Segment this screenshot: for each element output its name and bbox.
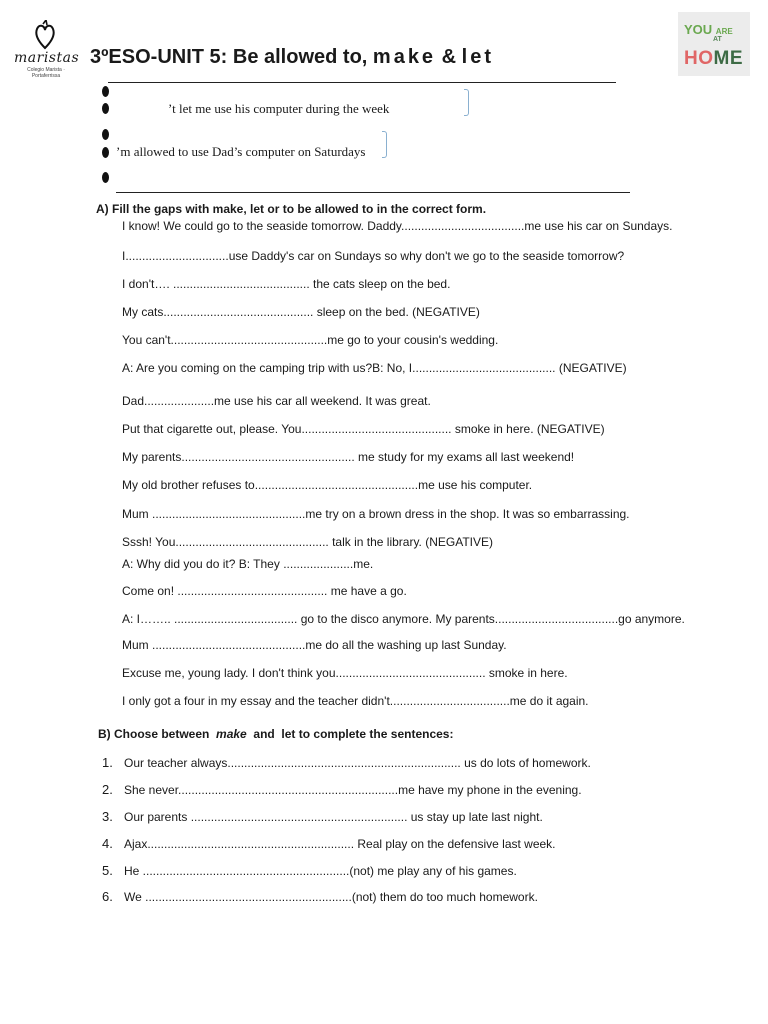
maristas-logo [14, 20, 78, 78]
exercise-a-item: I don't…. ......................................... the cats sleep on the bed. [122, 277, 451, 291]
exercise-a-item: Dad.....................me use his car all weekend. It was great. [122, 394, 431, 408]
exercise-a-item: A: Are you coming on the camping trip with us?B: No, I........................................... (NEGATIVE) [122, 361, 627, 375]
exercise-b-item: Our parents ................................................................. us stay up late last night. [124, 810, 543, 824]
exercise-a-item: I...............................use Daddy's car on Sundays so why don't we go to the seaside tomorrow? [122, 249, 625, 263]
example-sentence: ’t let me use his computer during the week [168, 101, 390, 116]
page-title [90, 46, 494, 69]
logo-home-me: ME [713, 48, 744, 69]
exercise-b-item: He ..............................................................(not) me play any of his games. [124, 864, 517, 878]
item-number: 6. [102, 889, 113, 904]
exercise-a-item: Mum ..............................................me do all the washing up last Sunday. [122, 638, 507, 652]
title-amp: & [441, 46, 457, 68]
exercise-b-item: We ..............................................................(not) them do too much homework. [124, 890, 538, 904]
bullet-icon [102, 172, 109, 183]
title-let: let [461, 46, 494, 68]
header-rule [108, 82, 616, 83]
logo-subtitle: Colegio Marista · Portaferrissa [27, 67, 65, 79]
item-number: 5. [102, 863, 113, 878]
exercise-a-item: Excuse me, young lady. I don't think you............................................. smoke in here. [122, 666, 568, 680]
logo-you: YOU [684, 22, 713, 37]
exercise-a-item: My old brother refuses to.................................................me use his computer. [122, 478, 533, 492]
exercise-a-item: You can't...............................................me go to your cousin's wedding. [122, 333, 499, 347]
exercise-a-item: Come on! ............................................. me have a go. [122, 584, 407, 598]
exercise-a-item: Put that cigarette out, please. You............................................. smoke in here. (NEGATIVE) [122, 422, 605, 436]
exercise-a-item: My parents.................................................... me study for my exams all last weekend! [122, 450, 575, 464]
example-sentence: ’m allowed to use Dad’s computer on Saturdays [116, 144, 366, 159]
example-bottom-rule [116, 192, 630, 193]
title-make: make [372, 46, 437, 68]
exercise-a-item: I only got a four in my essay and the teacher didn't....................................me do it again. [122, 694, 589, 708]
logo-are: ARE [715, 27, 733, 36]
exercise-b-item: Our teacher always...................................................................... us do lots of homework. [124, 756, 591, 770]
exercise-a-item: Sssh! You.............................................. talk in the library. (NEGATIVE) [122, 535, 494, 549]
bracket-icon [464, 89, 469, 116]
item-number: 3. [102, 809, 113, 824]
exercise-a-item: Mum ..............................................me try on a brown dress in the shop. It was so embarrassing. [122, 507, 630, 521]
title-main: 3ºESO-UNIT 5: Be allowed to, [90, 46, 368, 68]
bracket-icon [382, 131, 387, 158]
you-are-at-home-logo [678, 12, 750, 76]
section-b-heading [98, 727, 453, 741]
logo-home-o: O [698, 48, 714, 69]
logo-at: AT [713, 36, 722, 43]
item-number: 4. [102, 836, 113, 851]
section-b-heading-post: let to complete the sentences: [281, 727, 454, 741]
exercise-a-item: A: Why did you do it? B: They .....................me. [122, 557, 374, 571]
exercise-a-item: I know! We could go to the seaside tomorrow. Daddy.....................................me use his car on Sundays. [122, 219, 673, 233]
section-a-heading: A) Fill the gaps with make, let or to be allowed to in the correct form. [96, 202, 487, 216]
bullet-icon [102, 147, 109, 158]
section-b-heading-and: and [253, 727, 275, 741]
exercise-b-item: She never..................................................................me have my phone in the evening. [124, 783, 582, 797]
item-number: 1. [102, 755, 113, 770]
logo-home-h: H [684, 48, 699, 69]
heart-logo-icon [34, 20, 56, 50]
exercise-a-item: My cats............................................. sleep on the bed. (NEGATIVE) [122, 305, 480, 319]
bullet-icon [102, 103, 109, 114]
exercise-a-item: A: I…….. ..................................... go to the disco anymore. My parents.....................................go anymore. [122, 612, 685, 626]
bullet-icon [102, 129, 109, 140]
exercise-b-item: Ajax.............................................................. Real play on the defensive last week. [124, 837, 556, 851]
section-b-heading-make: make [216, 727, 247, 741]
bullet-icon [102, 86, 109, 97]
item-number: 2. [102, 782, 113, 797]
logo-wordmark: maristas [14, 50, 80, 66]
section-b-heading-pre: B) Choose between [98, 727, 210, 741]
